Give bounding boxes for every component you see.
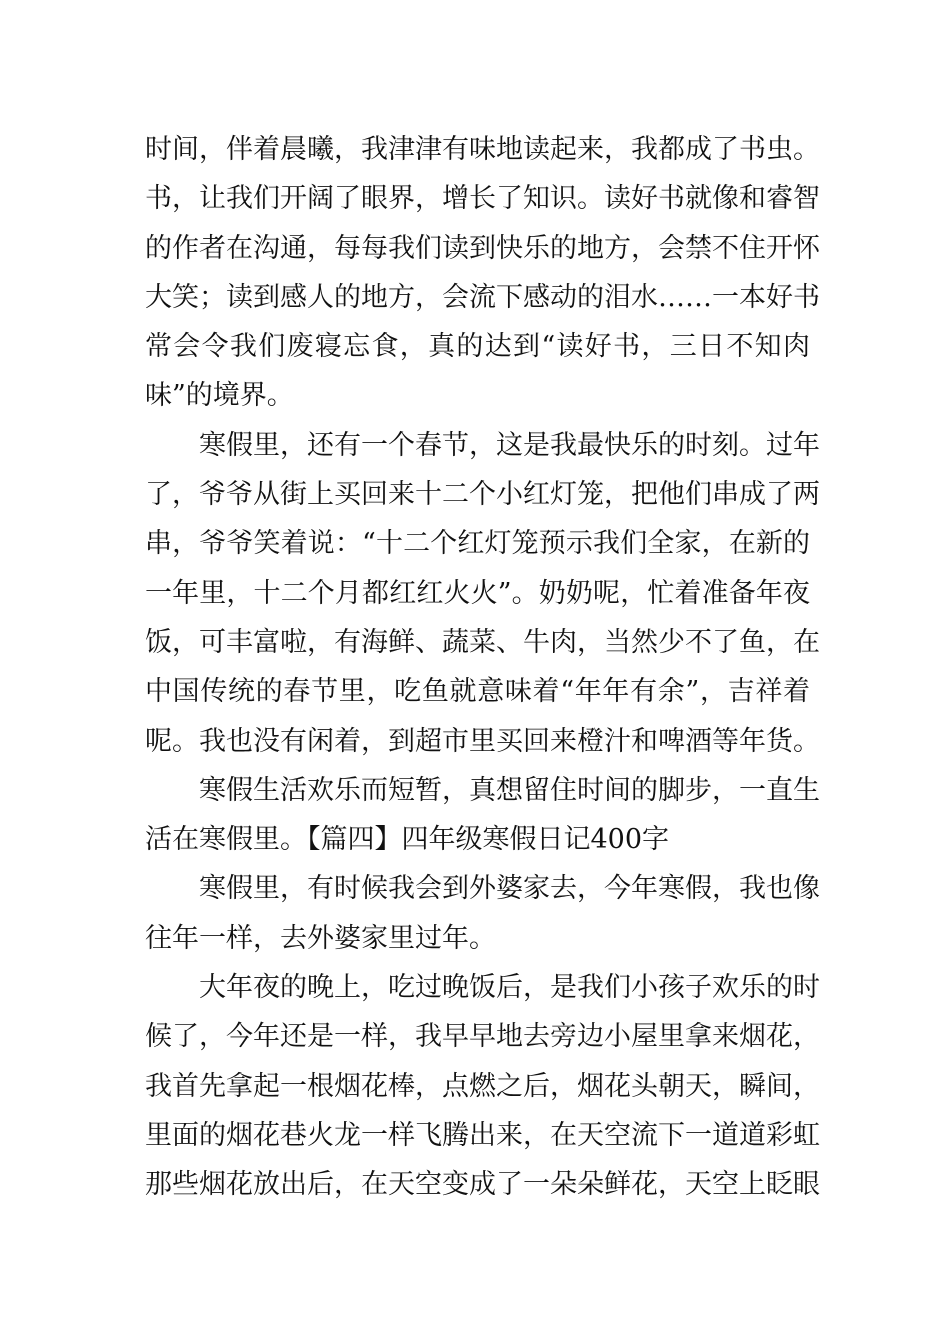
paragraph-start-line: 大年夜的晚上，吃过晚饭后，是我们小孩子欢乐的时 (199, 972, 820, 1004)
paragraph-start-line: 寒假生活欢乐而短暂，真想留住时间的脚步，一直生 (199, 774, 820, 806)
text-line: 大笑；读到感人的地方，会流下感动的泪水……一本好书 (145, 281, 820, 313)
text-line: 书，让我们开阔了眼界，增长了知识。读好书就像和睿智 (145, 183, 820, 215)
document-body (145, 125, 820, 1210)
text-line: 味”的境界。 (145, 380, 294, 412)
text-line: 的作者在沟通，每每我们读到快乐的地方，会禁不住开怀 (145, 232, 820, 264)
text-line: 里面的烟花巷火龙一样飞腾出来，在天空流下一道道彩虹 (145, 1119, 820, 1151)
text-line: 往年一样，去外婆家里过年。 (145, 922, 496, 954)
text-line: 一年里，十二个月都红红火火”。奶奶呢，忙着准备年夜 (145, 577, 810, 609)
text-line: 串，爷爷笑着说：“十二个红灯笼预示我们全家，在新的 (145, 528, 810, 560)
text-line: 中国传统的春节里，吃鱼就意味着“年年有余”，吉祥着 (145, 676, 810, 708)
paragraph-start-line: 寒假里，还有一个春节，这是我最快乐的时刻。过年 (199, 429, 820, 461)
paragraph-start-line: 寒假里，有时候我会到外婆家去，今年寒假，我也像 (199, 873, 820, 905)
text-line: 候了，今年还是一样，我早早地去旁边小屋里拿来烟花， (145, 1021, 820, 1053)
text-line: 常会令我们废寝忘食，真的达到“读好书，三日不知肉 (145, 331, 810, 363)
text-line: 饭，可丰富啦，有海鲜、蔬菜、牛肉，当然少不了鱼，在 (145, 626, 820, 658)
text-line: 活在寒假里。【篇四】四年级寒假日记400字 (145, 824, 670, 856)
text-line: 呢。我也没有闲着，到超市里买回来橙汁和啤酒等年货。 (145, 725, 820, 757)
text-line: 时间，伴着晨曦，我津津有味地读起来，我都成了书虫。 (145, 134, 820, 165)
text-line: 了，爷爷从街上买回来十二个小红灯笼，把他们串成了两 (145, 479, 820, 511)
text-line: 我首先拿起一根烟花棒，点燃之后，烟花头朝天，瞬间， (145, 1070, 820, 1102)
text-line: 那些烟花放出后，在天空变成了一朵朵鲜花，天空上眨眼 (145, 1169, 820, 1201)
